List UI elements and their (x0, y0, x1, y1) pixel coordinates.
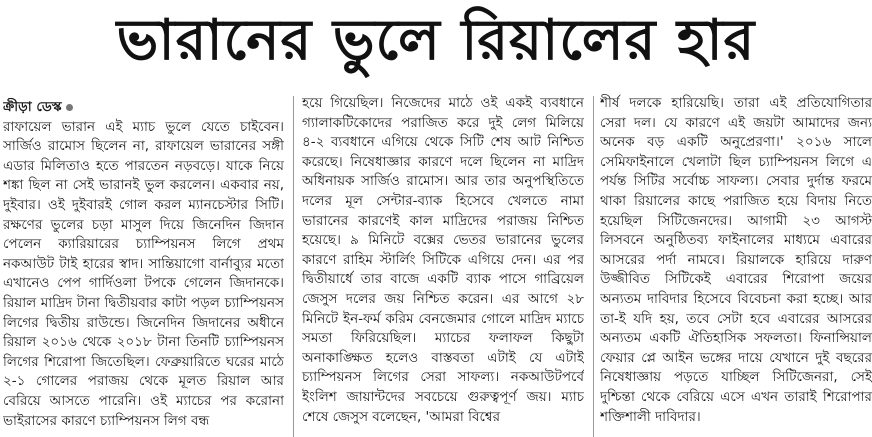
column-3-text: শীর্ষ দলকে হারিয়েছি। তারা এই প্রতিযোগিতার সেরা দল। যে কারণে এই জয়টা আমাদের জন্য অনেক বড় একটি অনুপ্রেরণা।' ২০১৬ সালে সেমিফাইনালে খেলাটা ছিল চ্যাম্পিয়নস লিগে এ পর্যন্ত সিটির সর্বোচ্চ সাফল্য। সেবার দুর্দান্ত ফরমে থাকা রিয়ালের কাছে পরাজিত হয়ে বিদায় নিতে হয়েছিল সিটিজেনদের। আগামী ২৩ আগস্ট লিসবনে অনুষ্ঠিতব্য ফাইনালের মাধ্যমে এবারের আসরের পর্দা নামবে। রিয়ালকে হারিয়ে দারুণ উজ্জীবিত সিটিকেই এবারের শিরোপা জয়ের অন্যতম দাবিদার হিসেবে বিবেচনা করা হচ্ছে। আর তা-ই যদি হয়, তবে সেটা হবে এবারের আসরের অন্যতম একটি ঐতিহাসিক সফলতা। ফিনান্সিয়াল ফেয়ার প্লে আইন ভঙ্গের দায়ে যেখানে দুই বছরের নিষেধাজ্ঞায় পড়তে যাচ্ছিল সিটিজেনরা, সেই দুশ্চিন্তা থেকে বেরিয়ে এসে এখন তারাই শিরোপার শক্তিশালী দাবিদার। (600, 95, 872, 425)
article-column-2 (302, 94, 584, 437)
article-column-1 (3, 98, 284, 437)
article-column-3 (600, 94, 872, 437)
byline-dot-icon (66, 104, 73, 111)
column-1-text: রাফায়েল ভারান এই ম্যাচ ভুলে যেতে চাইবেন। সার্জিও রামোস ছিলেন না, রাফায়েল ভারানের সঙ্গী এডার মিলিতাও হতে পারতেন নড়বড়ে। যাকে নিয়ে শঙ্কা ছিল না সেই ভারানই ভুল করলেন। একবার নয়, দুইবার। ওই দুইবারই গোল করল ম্যানচেস্টার সিটি। রক্ষণের ভুলের চড়া মাসুল দিয়ে জিনেদিন জিদান পেলেন ক্যারিয়ারের চ্যাম্পিয়নস লিগে প্রথম নকআউট টাই হারের স্বাদ। সান্তিয়াগো বার্নাব্যুর মতো এখানেও পেপ গার্দিওলা টপকে গেলেন জিদানকে। রিয়াল মাদ্রিদ টানা দ্বিতীয়বার কাটা পড়ল চ্যাম্পিয়নস লিগের দ্বিতীয় রাউন্ডে। জিনেদিন জিদানের অধীনে রিয়াল ২০১৬ থেকে ২০১৮ টানা তিনটি চ্যাম্পিয়নস লিগের শিরোপা জিতেছিল। ফেব্রুয়ারিতে ঘরের মাঠে ২-১ গোলের পরাজয় থেকে মূলত রিয়াল আর বেরিয়ে আসতে পারেনি। ওই ম্যাচের পর করোনা ভাইরাসের কারণে চ্যাম্পিয়নস লিগ বন্ধ (3, 118, 284, 429)
headline (0, 0, 872, 88)
byline: ক্রীড়া ডেস্ক (3, 99, 62, 115)
headline-text: ভারানের ভুলে রিয়ালের হার (116, 8, 756, 73)
column-divider (293, 96, 294, 437)
column-2-text: হয়ে গিয়েছিল। নিজেদের মাঠে ওই একই ব্যবধানে গ্যালাকটিকোদের পরাজিত করে দুই লেগ মিলিয়ে ৪-২ ব্যবধানে এগিয়ে থেকে সিটি শেষ আট নিশ্চিত করেছে। নিষেধাজ্ঞার কারণে দলে ছিলেন না মাদ্রিদ অধিনায়ক সার্জিও রামোস। আর তার অনুপস্থিতিতে দলের মূল সেন্টার-ব্যাক হিসেবে খেলতে নামা ভারানের কারণেই কাল মাদ্রিদের পরাজয় নিশ্চিত হয়েছে। ৯ মিনিটে বক্সের ভেতর ভারানের ভুলের কারণে রাহিম স্টার্লিং সিটিকে এগিয়ে দেন। এর পর দ্বিতীয়ার্ধে তার বাজে একটি ব্যাক পাসে গাব্রিয়েল জেসুস দলের জয় নিশ্চিত করেন। এর আগে ২৮ মিনিটে ইন-ফর্ম করিম বেনজেমার গোলে মাদ্রিদ ম্যাচে সমতা ফিরিয়েছিল। ম্যাচের ফলাফল কিছুটা অনাকাঙ্ক্ষিত হলেও বাস্তবতা এটাই যে এটাই চ্যাম্পিয়নস লিগের সেরা সাফল্য। নকআউটপর্বে ইংলিশ জায়ান্টদের সবচেয়ে গুরুত্বপূর্ণ জয়। ম্যাচ শেষে জেসুস বলেছেন, 'আমরা বিশ্বের (302, 95, 584, 425)
column-divider (593, 96, 594, 437)
